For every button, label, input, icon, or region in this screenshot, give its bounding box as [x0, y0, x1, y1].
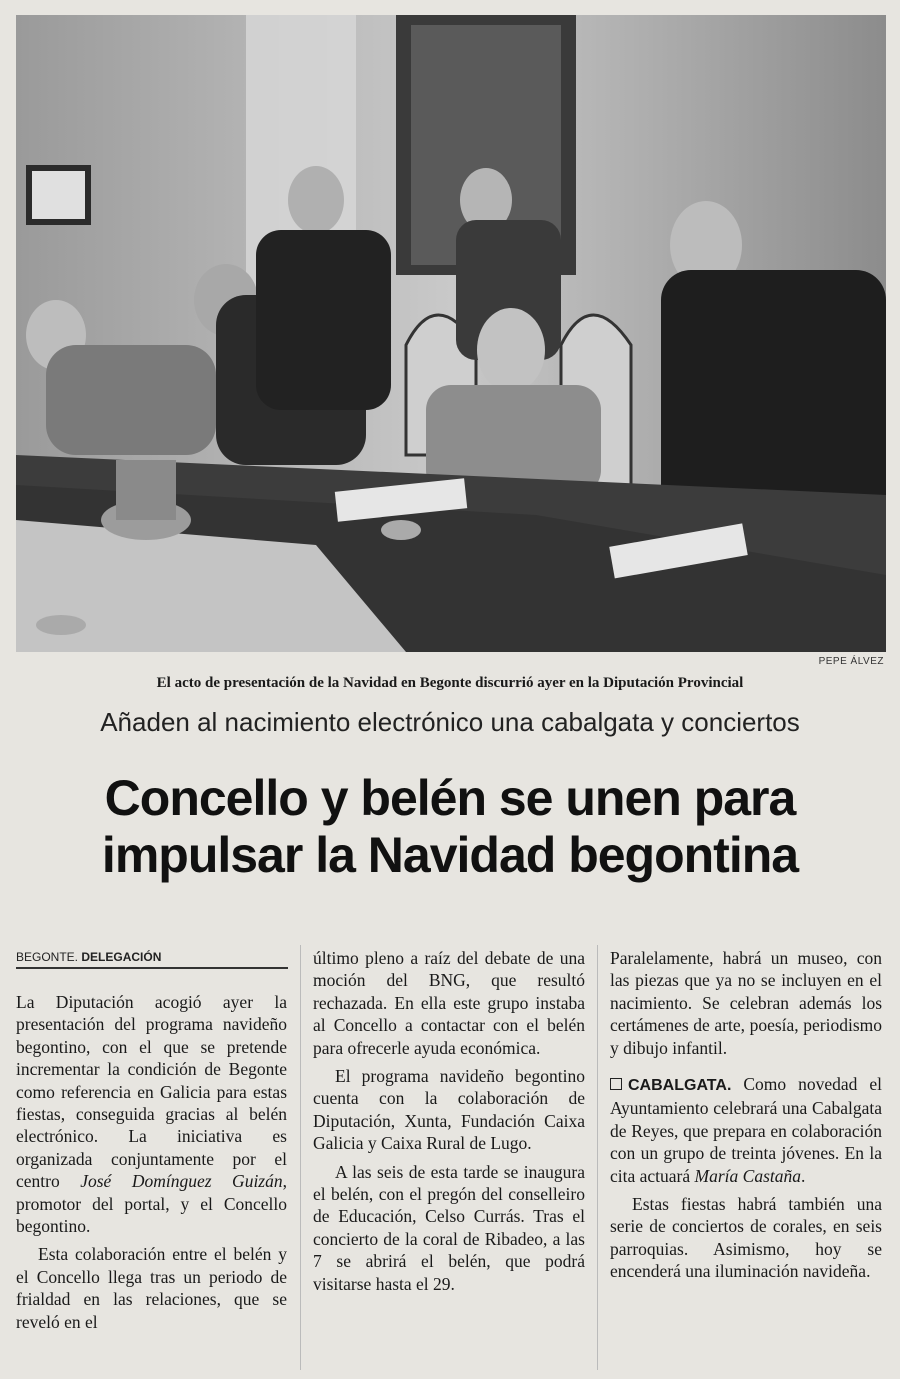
- headline: [0, 770, 900, 884]
- paragraph: El programa navideño begontino cuenta con la colaboración de Diputación, Xunta, Fundación Caixa Galicia y Caixa Rural de Lugo.: [313, 1066, 585, 1154]
- text-run: La Diputación acogió ayer la presentación del programa navideño begontino, con el que se pretende incrementar la condición de Begonte como referencia en Galicia para estas fiestas, conseguida gracias al belén electrónico. La iniciativa es organizada conjuntamente por el centro: [16, 992, 287, 1192]
- paragraph: Estas fiestas habrá también una serie de conciertos de corales, en seis parroquias. Asimismo, hoy se encenderá una iluminación navideña.: [610, 1194, 882, 1282]
- photo-illustration: [16, 15, 886, 652]
- byline: [16, 950, 288, 969]
- byline-place: BEGONTE.: [16, 950, 79, 964]
- column-divider: [597, 945, 598, 1370]
- paragraph: [16, 991, 287, 1237]
- column-divider: [300, 945, 301, 1370]
- text-run: .: [801, 1165, 806, 1186]
- press-photo: [16, 15, 886, 652]
- headline-line-1: Concello y belén se unen para: [104, 770, 796, 826]
- checkbox-bullet-icon: [610, 1078, 622, 1090]
- photo-credit: PEPE ÁLVEZ: [818, 656, 884, 667]
- paragraph: [610, 1073, 882, 1187]
- subheadline: Añaden al nacimiento electrónico una cabalgata y conciertos: [100, 707, 800, 737]
- section-label: CABALGATA.: [628, 1077, 732, 1095]
- italic-name: José Domínguez Guizán: [80, 1171, 283, 1192]
- text-run: Como novedad el Ayuntamiento celebrará una Cabalgata de Reyes, que prepara en colaboración con un grupo de treinta jóvenes. En la cita actuará: [610, 1074, 882, 1186]
- article-column-2: [313, 947, 585, 1295]
- italic-name: María Castaña: [694, 1165, 802, 1186]
- article-column-1: [16, 991, 287, 1333]
- paragraph: último pleno a raíz del debate de una moción del BNG, que resultó rechazada. En ella este grupo instaba al Concello a contactar con el belén para ofrecerle ayuda económica.: [313, 948, 585, 1058]
- photo-caption: El acto de presentación de la Navidad en Begonte discurrió ayer en la Diputación Provincial: [156, 675, 744, 691]
- headline-line-2: impulsar la Navidad begontina: [101, 827, 799, 883]
- text-run: , promotor del portal, y el Concello begontino.: [16, 1171, 287, 1237]
- paragraph: Esta colaboración entre el belén y el Concello llega tras un periodo de frialdad en las relaciones, que se reveló en el: [16, 1244, 287, 1332]
- paragraph: A las seis de esta tarde se inaugura el belén, con el pregón del conselleiro de Educación, Celso Currás. Tras el concierto de la coral de Ribadeo, a las 7 se abrirá el belén, que podrá visitarse hasta el 29.: [313, 1161, 585, 1294]
- article-column-3: [610, 947, 882, 1283]
- byline-author: DELEGACIÓN: [81, 950, 162, 964]
- paragraph: Paralelamente, habrá un museo, con las piezas que ya no se incluyen en el nacimiento. Se celebran además los certámenes de arte, poesía, periodismo y dibujo infantil.: [610, 948, 882, 1058]
